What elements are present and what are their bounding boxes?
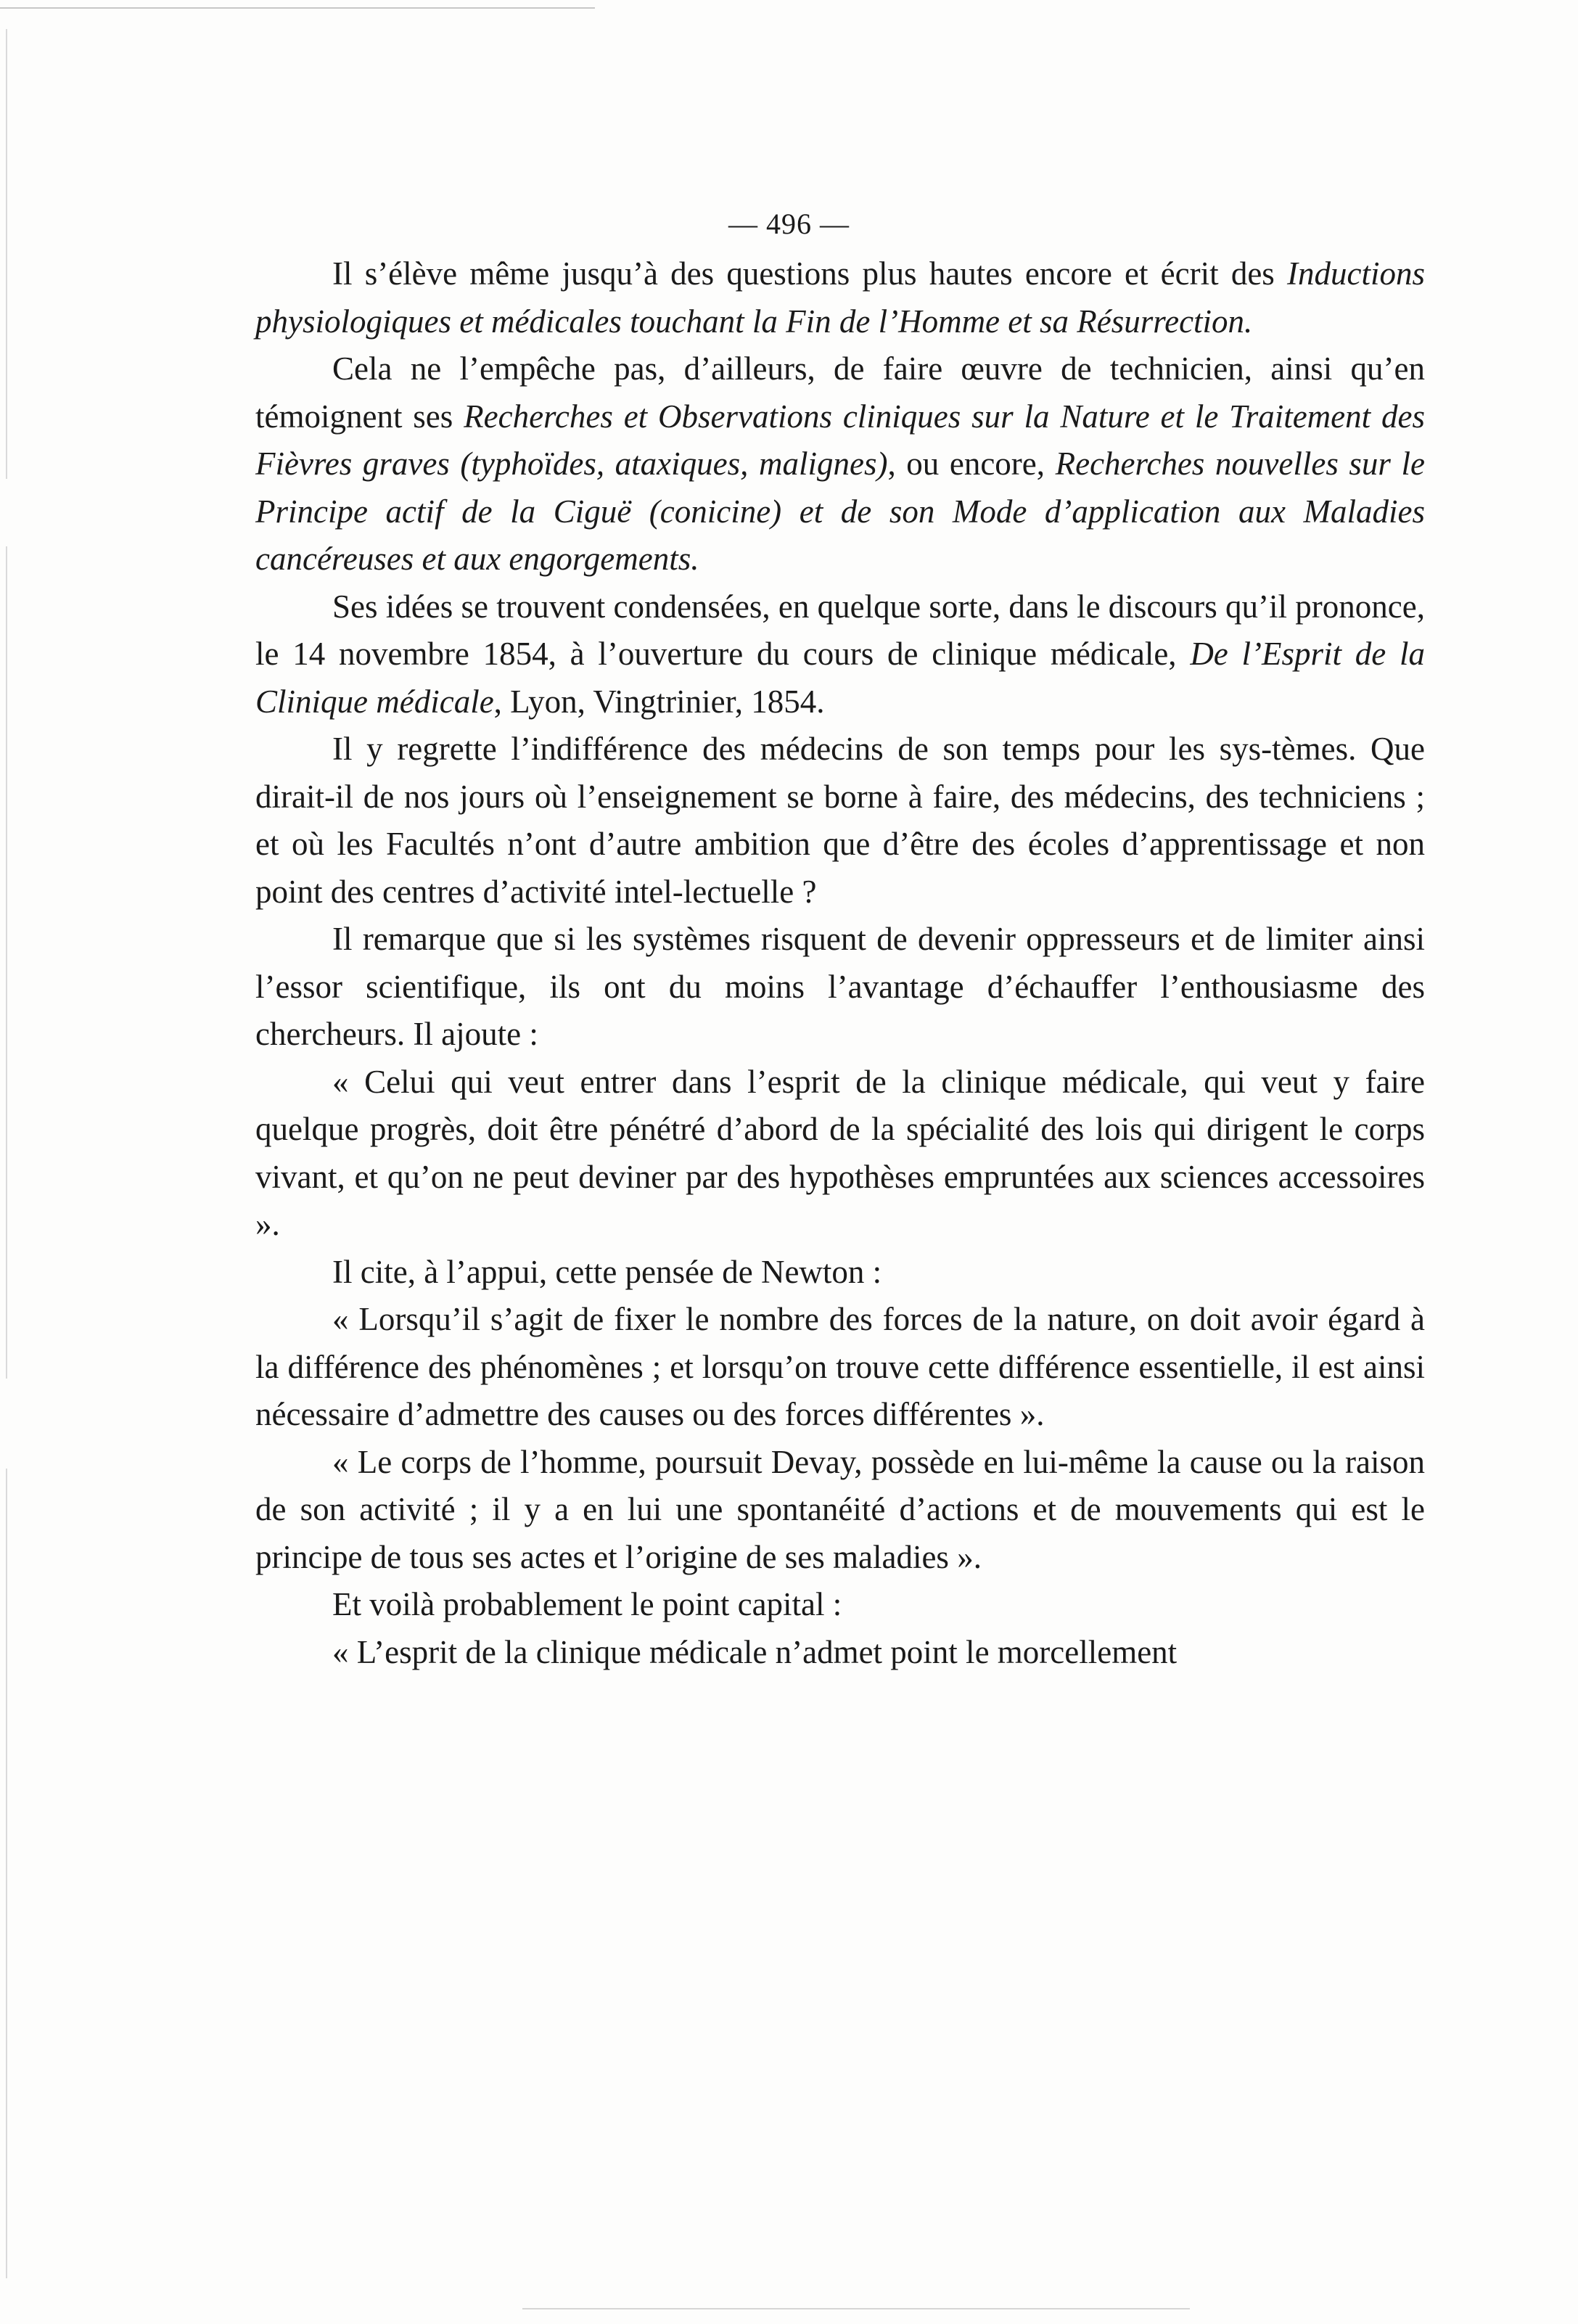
page-number: — 496 —	[728, 208, 850, 240]
scan-edge-top-line	[0, 7, 595, 9]
paragraph	[255, 345, 1425, 583]
text-run: Il remarque que si les systèmes risquent de devenir oppresseurs et de limiter ainsi l’essor scientifique, ils ont du moins l’avantage d’échauffer l’enthousiasme des chercheurs. Il ajoute :	[255, 921, 1425, 1052]
scan-edge-bottom-line	[522, 2308, 1190, 2309]
scan-edge-left-line	[6, 29, 7, 2278]
text-run: « Lorsqu’il s’agit de fixer le nombre des forces de la nature, on doit avoir égard à la différence des phénomènes ; et lorsqu’on trouve cette différence essentielle, il est ainsi nécessaire d’admettre des causes ou des forces différentes ».	[255, 1301, 1425, 1432]
text-run: « L’esprit de la clinique médicale n’admet point le morcellement	[332, 1633, 1178, 1670]
text-run: Il cite, à l’appui, cette pensée de Newton :	[332, 1253, 882, 1290]
text-run: Il y regrette l’indifférence des médecins de son temps pour les sys-tèmes. Que dirait-il de nos jours où l’enseignement se borne à faire, des médecins, des techniciens ; et où les Facultés n’ont d’autre ambition que d’être des écoles d’apprentissage et non point des centres d’activité intel-lectuelle ?	[255, 731, 1425, 910]
text-run: , ou encore,	[887, 445, 1056, 482]
paragraph	[255, 250, 1425, 345]
quoted-paragraph	[255, 1059, 1425, 1249]
text-run: Et voilà probablement le point capital :	[332, 1586, 842, 1622]
text-run: Il s’élève même jusqu’à des questions plus hautes encore et écrit des	[332, 255, 1288, 292]
body-text	[255, 250, 1425, 1676]
italic-title: Recherches et Observations cliniques sur la Nature et le Traitement des Fièvres graves (typhoïdes, ataxiques, malignes)	[255, 398, 1425, 482]
paragraph	[255, 726, 1425, 916]
text-run: , Lyon, Vingtrinier, 1854.	[493, 683, 825, 720]
paragraph	[255, 583, 1425, 726]
text-run: Cela ne l’empêche pas, d’ailleurs, de faire œuvre de technicien, ainsi qu’en témoignent ses	[255, 350, 1425, 435]
text-run: « Le corps de l’homme, poursuit Devay, possède en lui-même la cause ou la raison de son activité ; il y a en lui une spontanéité d’actions et de mouvements qui est le principe de tous ses actes et l’origine de ses maladies ».	[255, 1443, 1425, 1575]
paragraph	[255, 1581, 1425, 1629]
quoted-paragraph	[255, 1439, 1425, 1582]
paragraph	[255, 916, 1425, 1059]
italic-title: Recherches nouvelles sur le Principe actif de la Ciguë (conicine) et de son Mode d’application aux Maladies cancéreuses et aux engorgements.	[255, 445, 1425, 577]
quoted-paragraph	[255, 1296, 1425, 1439]
italic-title: De l’Esprit de la Clinique médicale	[255, 636, 1426, 720]
quoted-paragraph	[255, 1629, 1425, 1677]
paragraph	[255, 1249, 1425, 1297]
text-run: « Celui qui veut entrer dans l’esprit de la clinique médicale, qui veut y faire quelque progrès, doit être pénétré d’abord de la spécialité des lois qui dirigent le corps vivant, et qu’on ne peut deviner par des hypothèses empruntées aux sciences accessoires ».	[255, 1063, 1425, 1242]
text-run: Ses idées se trouvent condensées, en quelque sorte, dans le discours qu’il prononce, le 14 novembre 1854, à l’ouverture du cours de clinique médicale,	[255, 588, 1425, 672]
italic-title: Inductions physiologiques et médicales touchant la Fin de l’Homme et sa Résurrection.	[255, 255, 1425, 340]
